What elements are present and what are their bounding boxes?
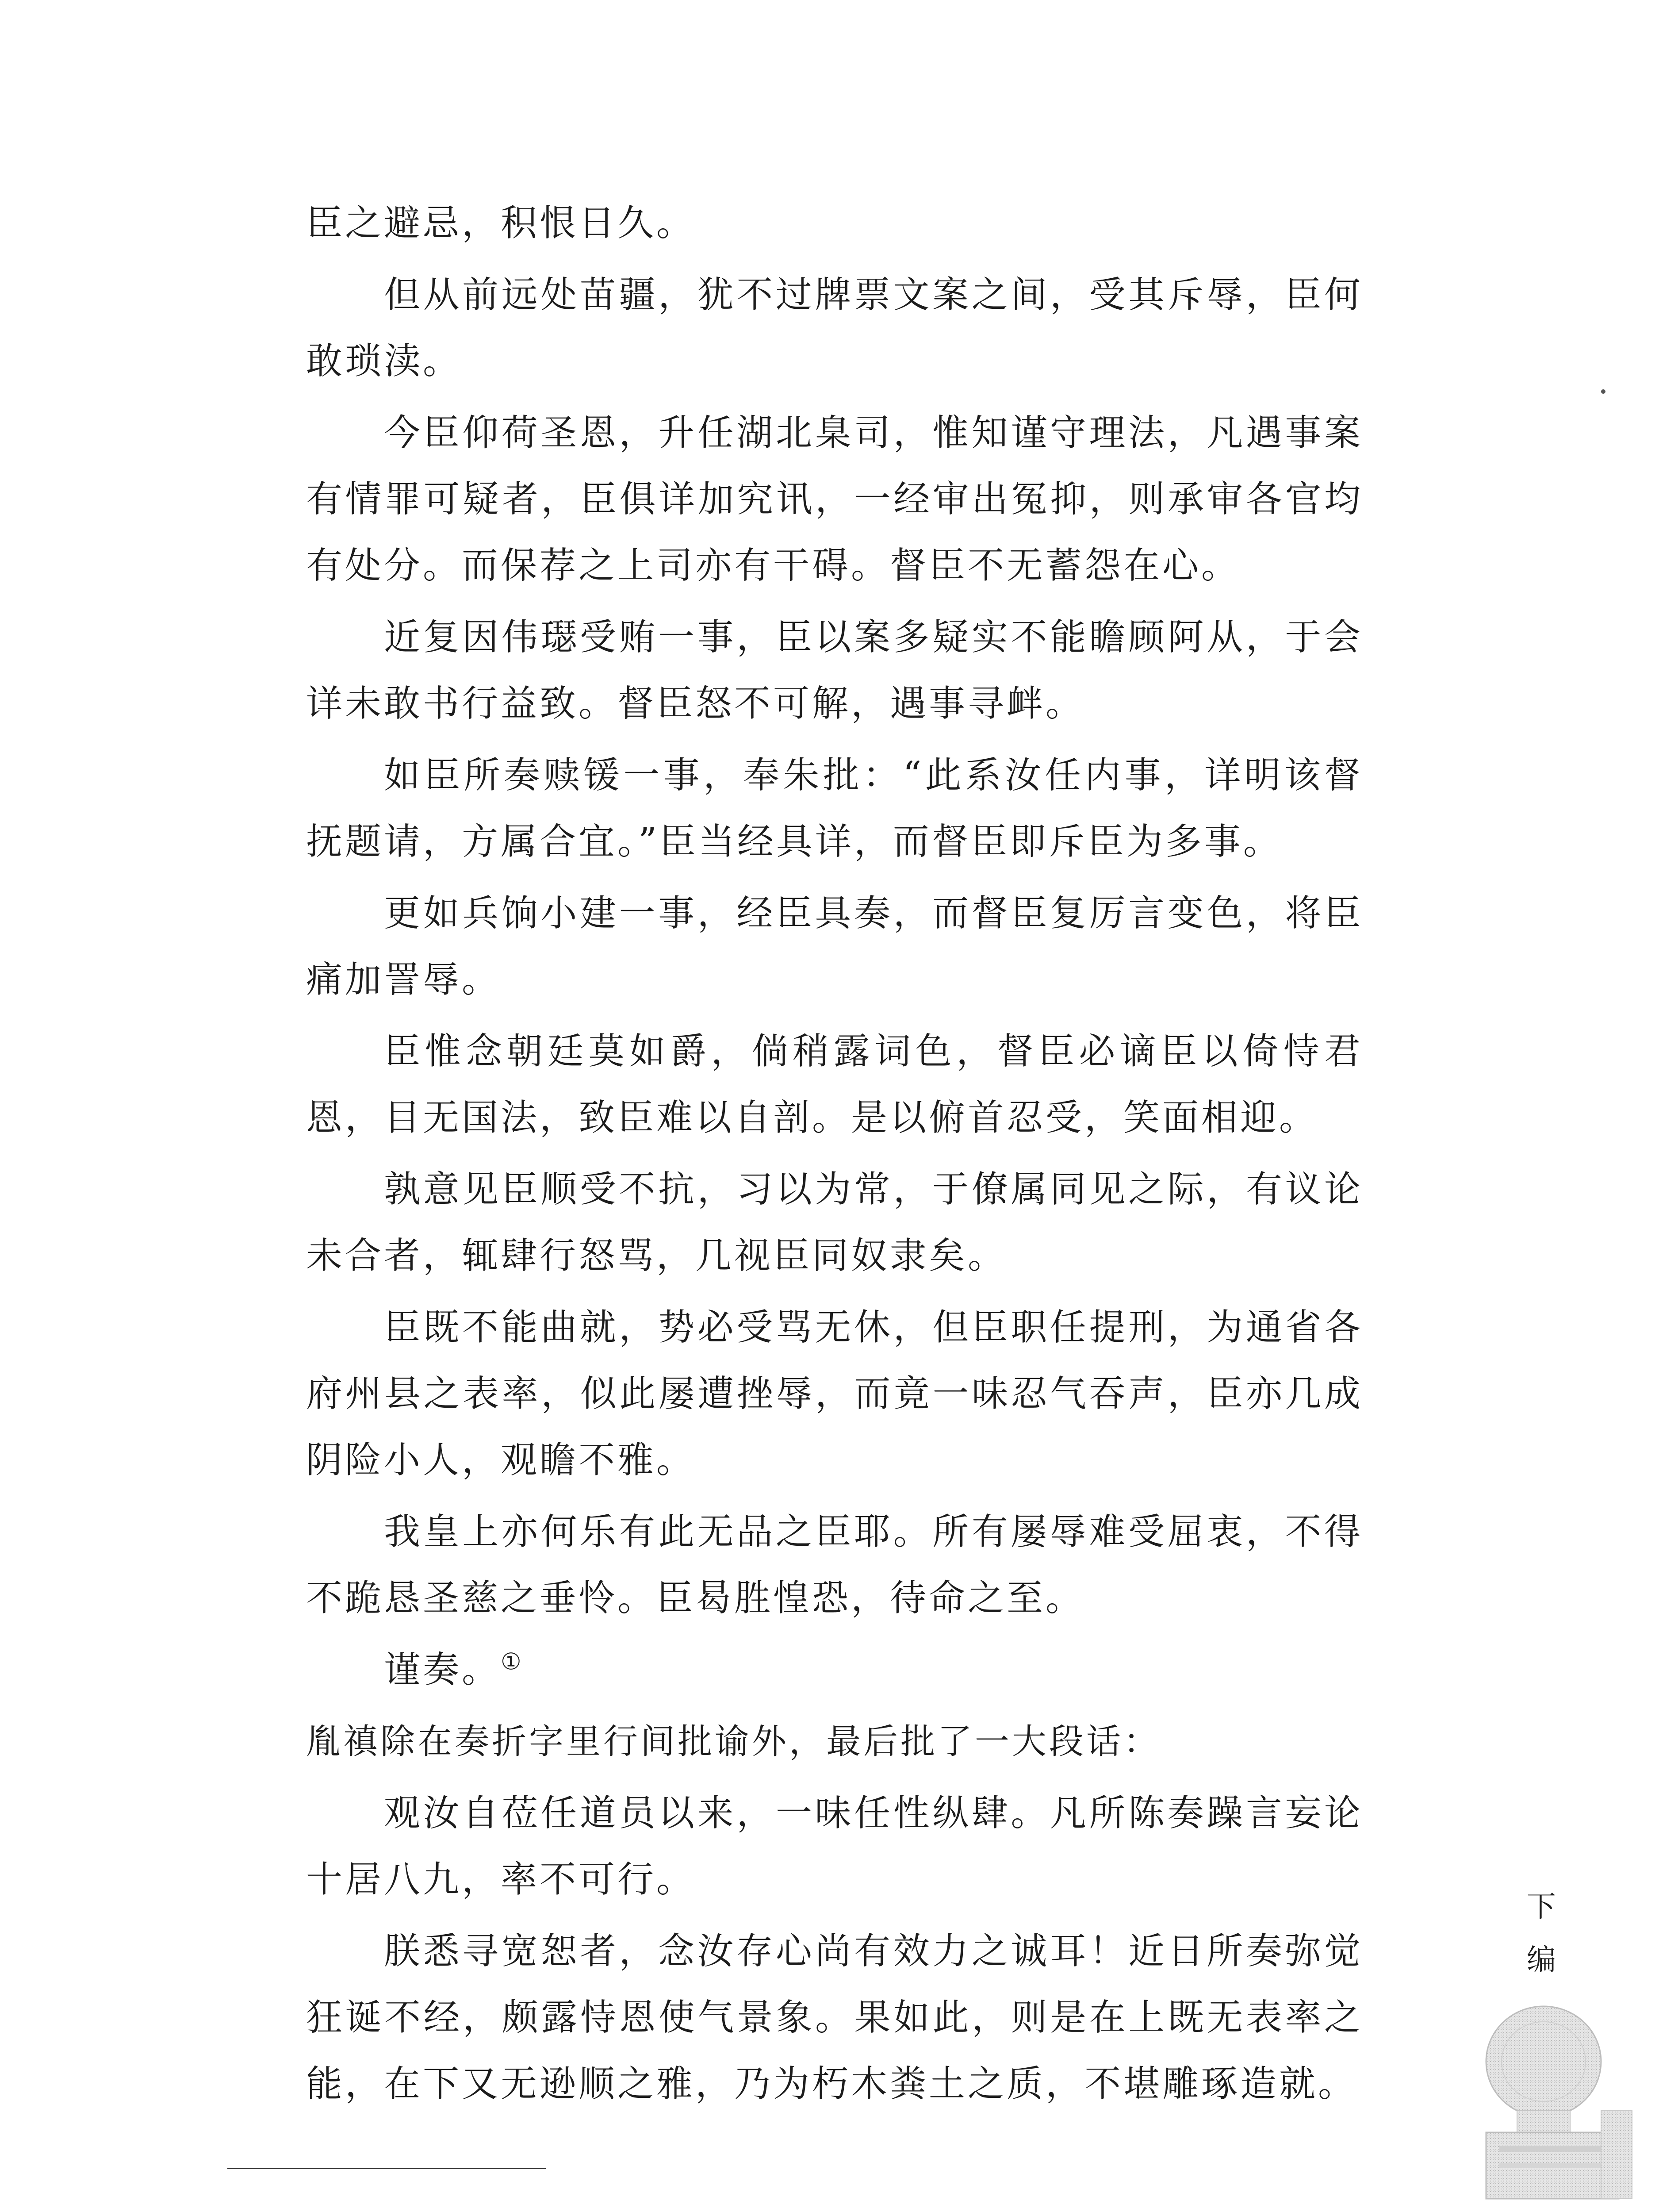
section-tab-char-1: 下 — [1527, 1889, 1556, 1924]
paragraph-6: 更如兵饷小建一事，经臣具奏，而督臣复厉言变色，将臣痛加詈辱。 — [306, 892, 1363, 1001]
edict-paragraph-2: 朕悉寻宽恕者，念汝存心尚有效力之诚耳！近日所奏弥觉狂诞不经，颇露恃恩使气景象。果如此，则是在上既无表率之能，在下又无逊顺之雅，乃为朽木粪土之质，不堪雕琢造就。 — [306, 1930, 1363, 2105]
section-tab-char-2: 编 — [1527, 1943, 1556, 1977]
paragraph-1: 臣之避忌，积恨日久。 — [306, 202, 696, 244]
section-tab — [1521, 1880, 1561, 1986]
paragraph-8: 孰意见臣顺受不抗，习以为常，于僚属同见之际，有议论未合者，辄肆行怒骂，几视臣同奴隶矣。 — [306, 1168, 1363, 1277]
footnote-marker[interactable]: ① — [501, 1648, 524, 1675]
narration-line: 胤禛除在奏折字里行间批谕外，最后批了一大段话： — [306, 1722, 1161, 1762]
paragraph-7: 臣惟念朝廷莫如爵，倘稍露词色，督臣必谪臣以倚恃君恩，目无国法，致臣难以自剖。是以俯首忍受，笑面相迎。 — [306, 1030, 1363, 1139]
closing-text: 谨奏。 — [384, 1649, 501, 1691]
footnote-divider — [227, 2168, 546, 2169]
edict-paragraph-1: 观汝自莅任道员以来，一味任性纵肆。凡所陈奏躁言妄论十居八九，率不可行。 — [306, 1792, 1363, 1901]
paragraph-9: 臣既不能曲就，势必受骂无休，但臣职任提刑，为通省各府州县之表率，似此屡遭挫辱，而竟一味忍气吞声，臣亦几成阴险小人，观瞻不雅。 — [306, 1306, 1363, 1481]
decorative-seal-image — [1468, 2000, 1636, 2203]
body-text — [306, 190, 1363, 2123]
closing-line — [306, 1637, 1363, 1703]
paragraph-10: 我皇上亦何乐有此无品之臣耶。所有屡辱难受屈衷，不得不跪恳圣慈之垂怜。臣曷胜惶恐，待命之至。 — [306, 1511, 1363, 1619]
paragraph-3: 今臣仰荷圣恩，升任湖北臬司，惟知谨守理法，凡遇事案有情罪可疑者，臣俱详加究讯，一经审出冤抑，则承审各官均有处分。而保荐之上司亦有干碍。督臣不无蓄怨在心。 — [306, 412, 1363, 587]
paragraph-5: 如臣所奏赎锾一事，奉朱批：“此系汝任内事，详明该督抚题请，方属合宜。”臣当经具详，而督臣即斥臣为多事。 — [306, 754, 1363, 863]
paragraph-4: 近复因伟璱受贿一事，臣以案多疑实不能瞻顾阿从，于会详未敢书行益致。督臣怒不可解，遇事寻衅。 — [306, 616, 1363, 725]
scan-speck — [1601, 389, 1605, 394]
paragraph-2: 但从前远处苗疆，犹不过牌票文案之间，受其斥辱，臣何敢琐渎。 — [306, 274, 1363, 382]
